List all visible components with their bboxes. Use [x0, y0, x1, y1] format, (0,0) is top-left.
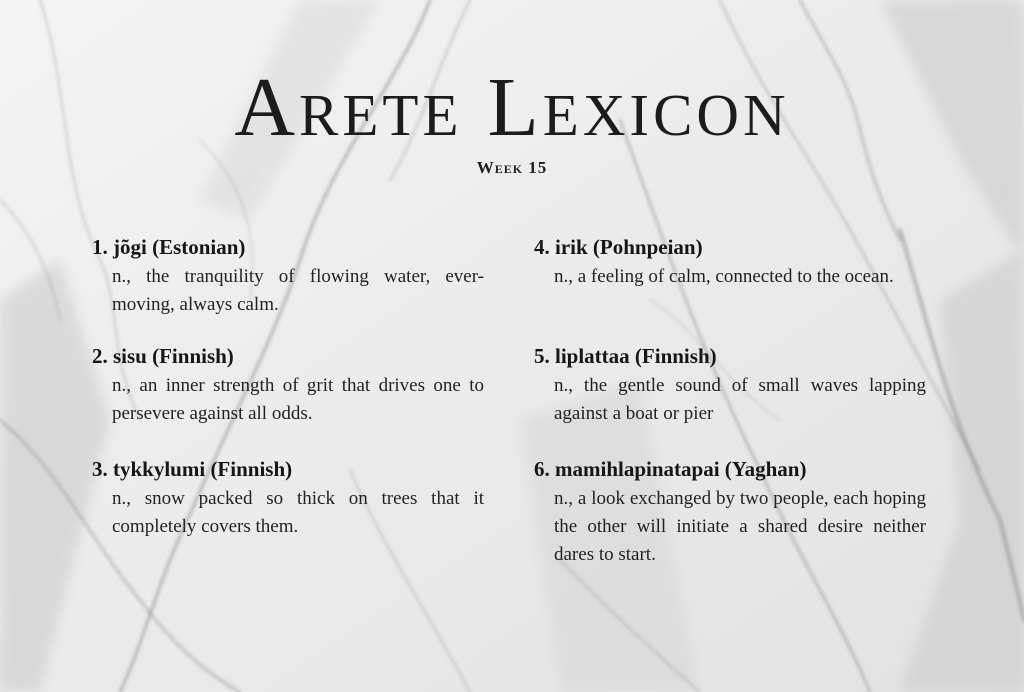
lexicon-entry-4	[534, 233, 926, 291]
entry-heading: 3. tykkylumi (Finnish)	[92, 457, 293, 481]
entry-definition: n., snow packed so thick on trees that it completely covers them.	[112, 488, 484, 537]
entry-heading: 2. sisu (Finnish)	[92, 344, 234, 368]
lexicon-entry-6	[534, 455, 926, 569]
entry-heading: 6. mamihlapinatapai (Yaghan)	[534, 457, 807, 481]
entry-heading: 1. jõgi (Estonian)	[92, 235, 246, 259]
entry-definition: n., a look exchanged by two people, each hoping the other will initiate a shared desire neither dares to start.	[554, 488, 926, 565]
lexicon-entry-3	[92, 455, 484, 541]
lexicon-entry-2	[92, 342, 484, 428]
entry-definition: n., a feeling of calm, connected to the ocean.	[554, 266, 894, 287]
entry-definition: n., the tranquility of flowing water, ever-moving, always calm.	[112, 266, 484, 315]
page-title: Arete Lexicon	[234, 61, 790, 154]
entry-heading: 5. liplattaa (Finnish)	[534, 344, 717, 368]
lexicon-entry-5	[534, 342, 926, 428]
lexicon-entry-1	[92, 233, 484, 319]
entry-heading: 4. irik (Pohnpeian)	[534, 235, 703, 259]
entry-definition: n., the gentle sound of small waves lapping against a boat or pier	[554, 375, 926, 424]
page-subtitle: Week 15	[476, 158, 548, 177]
entry-definition: n., an inner strength of grit that drives one to persevere against all odds.	[112, 375, 484, 424]
